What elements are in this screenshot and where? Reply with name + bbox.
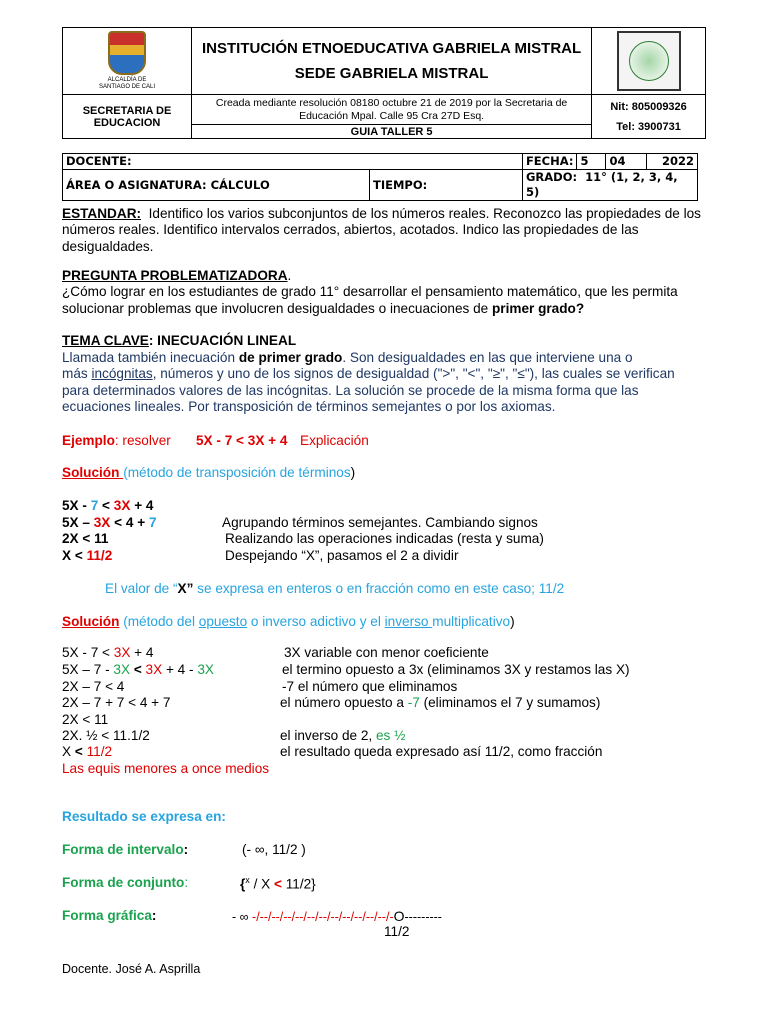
ejemplo-line [62,433,171,448]
resultado-heading: Resultado se expresa en: [62,809,226,824]
number-line [232,908,442,924]
sol2-note-6: el resultado queda expresado así 11/2, como fracción [280,744,603,759]
header-table [62,27,706,139]
pregunta-bold: primer grado? [492,300,585,316]
tema-p2b: , números y uno de los signos de desigualdad (">", "<", "≥", "≤"), las cuales se verifican [152,366,675,382]
tema-title [62,333,702,349]
guide-title: GUIA TALLER 5 [192,124,591,138]
intervalo-label: Forma de intervalo: [62,842,189,857]
secretaria-text: SECRETARIA DE EDUCACION [82,104,172,129]
grado-label: GRADO: [525,170,578,184]
logo-caption: ALCALDÍA DE SANTIAGO DE CALI [99,77,156,90]
sol2-line-4: 2X < 11 [62,712,109,727]
sol1-step-0: 5X - 7 < 3X + 4 [62,498,154,513]
ejemplo-explicacion: Explicación [300,433,369,448]
tema-p4: ecuaciones lineales. Por transposición de términos semejantes o por los axiomas. [62,398,556,414]
tema-p1c: . Son desigualdades en las que interviene una o [342,350,633,365]
ejemplo-expression: 5X - 7 < 3X + 4 [196,433,288,448]
solucion1-heading: Solución (método de transposición de términos) [62,465,356,480]
tiempo-cell: TIEMPO: [370,170,523,201]
fecha-label: FECHA: [522,154,577,170]
ejemplo-label: Ejemplo [62,433,115,448]
fecha-month: 04 [606,154,647,170]
sol2-line-1: 5X – 7 - 3X < 3X + 4 - 3X [62,662,214,677]
tema-p2a: más [62,366,88,382]
valor-b: se expresa en enteros o en fracción como en este caso; 11/2 [193,581,565,596]
sol2-note-5 [280,728,405,743]
intervalo-label-text: Forma de intervalo [62,842,184,857]
sol2-line-6: X < 11/2 [62,744,113,759]
nit-text: Nit: 805009326 [610,100,687,113]
conjunto-sup: x [245,875,250,885]
tema-paragraph [62,350,712,415]
resolution-text: Creada mediante resolución 08180 octubre 21 de 2019 por la Secretaria de Educación Mpal. Calle 95 Cra 27D Esq. [215,97,568,122]
estandar-label: ESTANDAR: [62,206,142,221]
sol2-line-2: 2X – 7 < 4 [62,679,125,694]
sol1-note-1: Agrupando términos semejantes. Cambiando signos [222,515,538,530]
note6a: el inverso de 2, [280,728,376,743]
sede-name: SEDE GABRIELA MISTRAL [294,65,489,82]
secretaria-cell [63,95,192,139]
area-cell: ÁREA O ASIGNATURA: CÁLCULO [63,170,370,201]
sol1-step-1: 5X – 3X < 4 + 7 [62,515,157,530]
tema-label: TEMA CLAVE [62,333,149,348]
conjunto-mid: / X [249,876,274,892]
solucion2-label: Solución [62,614,120,629]
sol2-note-3 [280,695,600,710]
sol1-note-2: Realizando las operaciones indicadas (resta y suma) [225,531,544,546]
intervalo-value: (- ∞, 11/2 ) [242,842,306,857]
conjunto-label-text: Forma de conjunto [62,875,185,890]
grado-value: 11° (1, 2, 3, 4, 5) [525,170,678,199]
pregunta-label: PREGUNTA PROBLEMATIZADORA [62,268,288,283]
pregunta-paragraph: PREGUNTA PROBLEMATIZADORA. ¿Cómo lograr en los estudiantes de grado 11° desarrollar el pensamiento matemático, que les permita solucionar problemas que involucren desigualdades o inecuaciones de primer grado? [62,268,678,316]
number-line-dashes: -/--/--/--/--/--/--/--/--/--/--/--/- [252,910,394,924]
sol2-note-1: el termino opuesto a 3x (eliminamos 3X y restamos las X) [282,662,630,677]
fecha-day: 5 [577,154,606,170]
conjunto-end: 11/2} [281,876,316,892]
grado-cell [522,170,697,201]
sol2-m1: método del [127,614,199,629]
tel-text: Tel: 3900731 [616,120,681,133]
logo-left-cell [63,28,192,95]
grafica-label-text: Forma gráfica [62,908,152,923]
number-line-tail: --------- [404,910,442,924]
note4c: (eliminamos el 7 y sumamos) [419,695,601,710]
tema-p2-underline: incógnitas [91,366,153,382]
tema-p1: Llamada también inecuación [62,350,236,365]
estandar-paragraph [62,206,702,255]
school-seal-icon [617,31,681,91]
sol2-line-3: 2X – 7 + 7 < 4 + 7 [62,695,171,710]
note4b: -7 [407,695,420,710]
sol1-step-3: X < 11/2 [62,548,113,563]
number-line-mark: 11/2 [384,924,410,939]
conjunto-label: Forma de conjunto: [62,875,189,890]
ejemplo-resolver: : resolver [114,433,171,448]
sol2-note-2: -7 el número que eliminamos [282,679,458,694]
pregunta-text: ¿Cómo lograr en los estudiantes de grado 11° desarrollar el pensamiento matemático, que les permita solucionar problemas que involucren desigualdades o inecuaciones de [62,284,678,316]
sol2-line-0: 5X - 7 < 3X + 4 [62,645,154,660]
tema-p1-bold: de primer grado [238,350,343,365]
institution-name: INSTITUCIÓN ETNOEDUCATIVA GABRIELA MISTRAL [202,40,582,57]
sol1-note-3: Despejando “X”, pasamos el 2 a dividir [225,548,459,563]
note4a: el número opuesto a [280,695,408,710]
sol2-equis: Las equis menores a once medios [62,761,270,776]
sol1-step-2: 2X < 11 [62,531,109,546]
solucion1-label: Solución [62,465,120,480]
valor-x: X” [177,581,194,596]
sol2-note-0: 3X variable con menor coeficiente [284,645,489,660]
resolution-cell [192,95,592,139]
footer-docente: Docente. José A. Asprilla [62,962,201,976]
open-circle-icon: O [393,908,405,924]
tema-name: : INECUACIÓN LINEAL [148,333,297,348]
number-line-start: - ∞ [232,910,253,924]
fecha-year: 2022 [647,154,698,170]
cali-crest-icon [108,31,146,75]
logo-right-cell [592,28,706,95]
conjunto-lt: < [273,876,282,892]
conjunto-value [240,875,316,892]
grafica-label: Forma gráfica: [62,908,157,923]
sol2-inverso: inverso [384,614,433,629]
info-table [62,153,698,201]
tema-p3: para determinados valores de las incógnitas. La solución se procede de la misma forma que las [62,382,639,398]
estandar-text: Identifico los varios subconjuntos de los números reales. Reconozco las propiedades de los números reales. Identifico intervalos cerrados, abiertos, acotados. Indico las propiedades de las desigualdades. [62,206,701,254]
institution-cell [192,28,592,95]
contact-cell [592,95,706,139]
sol2-line-5: 2X. ½ < 11.1/2 [62,728,150,743]
conjunto-open: { [240,876,246,892]
sol2-m3: multiplicativo [432,614,511,629]
valor-a: El valor de “ [105,581,178,596]
solucion1-method: método de transposición de términos [127,465,351,480]
sol1-valor-note [105,581,564,596]
solucion2-heading: Solución (método del opuesto o inverso adictivo y el inverso multiplicativo) [62,614,515,629]
note6b: es ½ [375,728,406,743]
docente-cell: DOCENTE: [63,154,523,170]
sol2-opuesto: opuesto [198,614,248,629]
sol2-m2: o inverso adictivo y el [247,614,385,629]
